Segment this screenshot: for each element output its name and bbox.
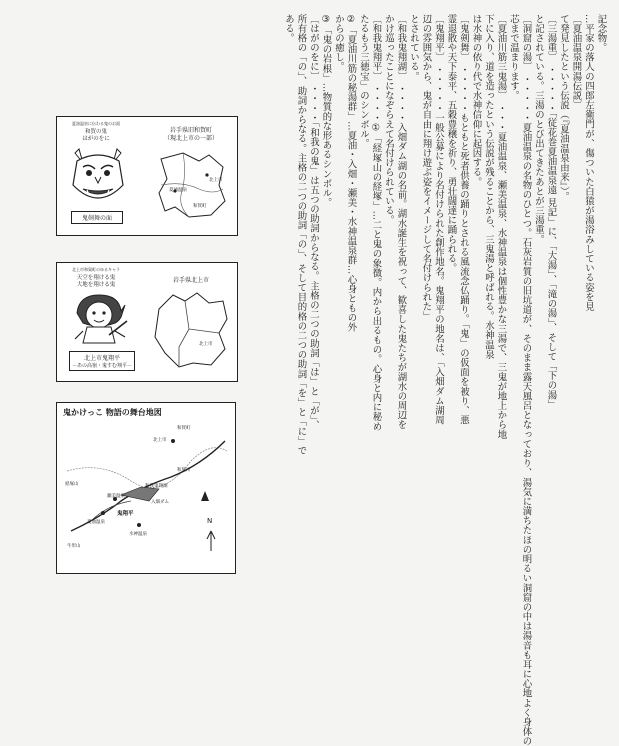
mascot-caption-line2: －あの高嶺・鬼すむ翔平－ (72, 363, 133, 369)
mascot-header: 北上市和賀町のゆるキャラ (72, 267, 120, 272)
text-column: 〔鬼剣舞〕 ・・・・・もともと死者供養の踊りとされる風流念仏踊り。「鬼」の仮面を被り、悪 (457, 14, 469, 425)
text-column: 記念物。 (595, 14, 607, 53)
text-column: とされている。 (407, 14, 419, 82)
figure-mascot-panel (56, 262, 238, 382)
text-column: ある。 (282, 14, 294, 43)
mask-title: 和賀の鬼 (84, 129, 107, 135)
map2-title: 岩手県北上市 (172, 277, 209, 284)
text-column: て発見したという伝説（『夏油温泉由来』）。 (557, 14, 569, 202)
stage-label-kisho-lake: 和我鬼翔湖 (145, 484, 168, 489)
oni-mascot-illustration (69, 291, 133, 347)
text-column: 芯まで温まります。 (507, 14, 519, 101)
text-column: かけ巡ったことになぞらえて名付けられている。 (382, 14, 394, 225)
waga-town-map (153, 145, 233, 225)
kitakami-city-map (149, 289, 233, 371)
stage-label-waga-town: 和賀町 (177, 426, 191, 431)
mascot-caption (69, 351, 135, 371)
text-column: 〔夏油温泉開湯伝説〕 (570, 14, 582, 110)
text-column: 〔はがのをに〕 ・・・・「和我の鬼」は五つの助詞からなる。主格の二つの助詞「は」と「が」、 (307, 14, 319, 430)
text-column: 霊退散や天下泰平、五穀豊穣を祈り、勇壮闊達に踊られる。 (445, 14, 457, 273)
mascot-title: 天空を翔ける鬼 (76, 275, 116, 281)
text-column: は水神の依り代で水神信仰に起因する。 (470, 14, 482, 187)
text-column: ②「夏油川筋の秘湯群」…夏油・入畑・瀬美・水神温泉群…心身ともの外 (345, 14, 357, 333)
text-column: からの癒し。 (332, 14, 344, 72)
map1-label-geto: 夏油温泉 (169, 188, 187, 193)
mascot-caption-line1: 北上市鬼翔平 (83, 355, 120, 362)
text-column: 〔和我鬼翔湖〕 ・・・・入畑ダム湖の名前。湖水誕生を祝って、歓喜した鬼たちが湖水の周辺を (395, 14, 407, 430)
map1-label-waga: 和賀町 (193, 204, 207, 209)
text-column: 所有格の「の」、助詞からなる。主格の二つの助詞「の」、そして目的格の二つの助詞「を」と「に」で (295, 14, 307, 456)
text-column: ③「鬼の岩根」…物質的な形あるシンボル。 (320, 14, 332, 208)
stage-map-title: 鬼かけっこ 物語の舞台地図 (63, 408, 162, 417)
figure-stage-map-panel (56, 402, 236, 574)
stage-label-geto: 夏油温泉 (87, 520, 105, 525)
stage-label-waga-river: 和賀川 (177, 468, 191, 473)
stage-label-kishohei: 鬼翔平 (117, 511, 134, 517)
map1-label-kitakami: 北上市 (209, 178, 223, 183)
stage-map-illustration (61, 421, 231, 569)
figure-oni-mask-panel (56, 116, 238, 236)
stage-label-irihata-dam: 入畑ダム (151, 500, 169, 505)
mask-header: 夏油温泉に伝わる鬼のお面 (72, 121, 120, 126)
oni-mask-illustration (69, 145, 127, 207)
text-column: 〔和我鬼翔平〕 ・・・・①「経塚山の経塚」…二と鬼の象徴。内から出るもの。心身と内に秘め (370, 14, 382, 432)
text-column: たるもう三徳宝」のシンボル。 (357, 14, 369, 149)
text-column: …平家の落人の四郎左衛門が、傷ついた白猿が湯浴みしている姿を見 (582, 14, 594, 312)
text-column: 辺の雰囲気から、鬼が自由に翔け遊ぶ姿をイメージして名付けられた」 (420, 14, 432, 321)
text-column: と記されている。三湯のとび出てきたあとが三湯重。 (532, 14, 544, 245)
stage-label-kitakami: 北上市 (153, 438, 167, 443)
text-column: 下に入り、道を造ったという伝説が残ることから、三鬼湯と呼ばれる。水神温泉 (482, 14, 494, 360)
map2-label-kitakami: 北上市 (199, 342, 213, 347)
map1-subtitle: （現北上市の一部） (163, 135, 218, 142)
stage-label-suijin: 水神温泉 (129, 532, 147, 537)
stage-label-kyozuka: 経塚山 (65, 482, 79, 487)
text-column: 〔鬼翔平〕 ・・・・・一般公募により名付けられた創作地名。鬼翔平の地名は、「入畑ダム湖周 (432, 14, 444, 425)
mascot-subtitle: 大地を翔ける鬼 (76, 282, 116, 288)
compass-n: N (207, 517, 213, 525)
mask-subtitle: はがのをに (82, 136, 110, 142)
text-column: 〔洞窟の湯〕 ・・・・・夏油温泉の名物のひとつ。石灰岩質の旧坑道が、そのまま露天風呂となっており、湯気に満ちたほの明るい洞窟の中は湯音も耳に心地よく身体の (520, 14, 532, 746)
map1-title: 岩手県旧和賀町 (169, 127, 212, 134)
text-column: 〔三湯重〕 ・・・・・「従花巻夏油温泉遠 見記」に、「大湯」、「滝の湯」、そして「下の湯」 (545, 14, 557, 410)
text-column: 〔夏油川筋三鬼湯〕 ・・・夏油温泉、瀬美温泉、水神温泉は個性豊かな三湯で、三鬼が地上から地 (495, 14, 507, 440)
mask-caption: 鬼剣舞の面 (71, 211, 123, 224)
stage-label-semi: 瀬美温泉 (107, 494, 125, 499)
stage-label-ushigata: 牛形山 (67, 544, 81, 549)
